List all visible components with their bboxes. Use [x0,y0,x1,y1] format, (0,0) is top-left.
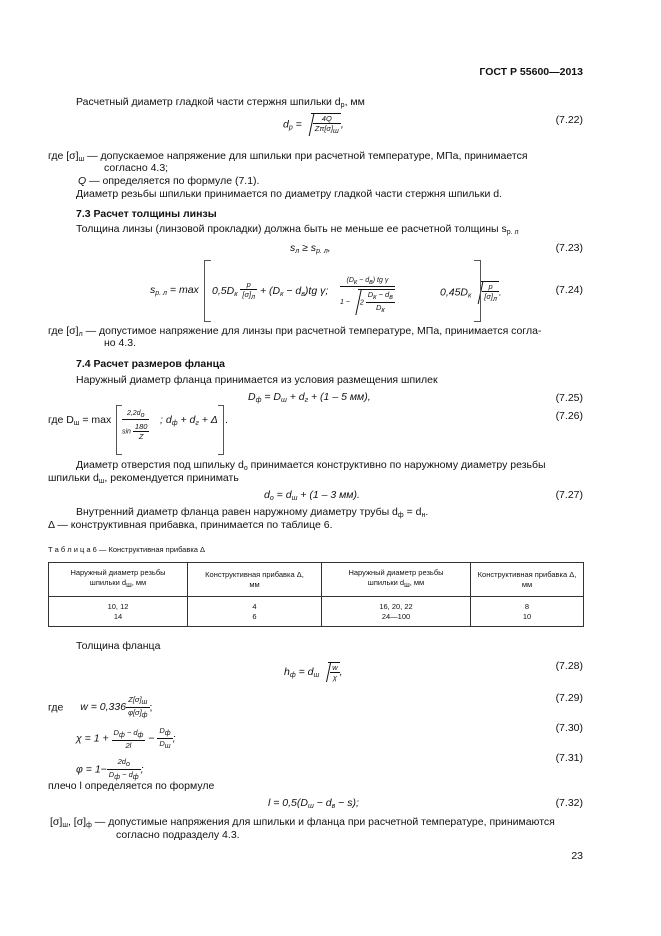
equation-7-25: $D_ф = D_ш + d_г + (1 - 5$ мм), [248,391,371,404]
fraction-term: $(D_к - d_в)$ tg γ 1 − 2 $\frac{D_к - d_в}{D_к}$ [340,277,393,314]
equation-number: (7.25) [555,392,583,404]
definition-cont: но 4.3. [104,337,137,349]
equation-7-30: χ = 1 + $\frac{D_ф - d_ф}{2l}$ − $\frac{D_ф}{D_ш}$ ; [76,726,176,750]
paragraph: Наружный диаметр фланца принимается из условия размещения шпилек [76,374,438,386]
definition: Q — определяется по формуле (7.1). [78,175,260,187]
table-caption: Т а б л и ц а 6 — Конструктивная прибавка Δ [48,545,206,554]
paragraph: Диаметр отверстия под шпильку $d_о$ принимается конструктивно по наружному диаметру резьбы [76,459,546,472]
table-6 [48,562,584,627]
standard-header: ГОСТ Р 55600—2013 [479,66,583,78]
table-header: Конструктивная прибавка Δ, мм [471,563,584,597]
paragraph: плечо l определяется по формуле [48,780,215,792]
equation-number: (7.23) [555,242,583,254]
paragraph: Толщина фланца [76,640,161,652]
definition: где $[\sigma]_л$ — допустимое напряжение для линзы при расчетной температуре, МПа, принимается согла- [48,325,542,338]
definition-cont: согласно подразделу 4.3. [116,829,240,841]
table-header: Наружный диаметр резьбы шпильки $d_ш$, мм [49,563,188,597]
paragraph: Δ — конструктивная прибавка, принимается по таблице 6. [48,519,333,531]
equation-number: (7.31) [555,752,583,764]
equation-7-27: $d_о = d_ш + (1 - 3$ мм). [264,489,360,502]
page-number: 23 [571,850,583,862]
table-row: 10, 12 14 4 6 16, 20, 22 24—100 8 10 [49,597,584,627]
equation-tail: . [225,414,228,426]
equation-7-23: $s_л \ge s_{р. л}$, [290,242,331,255]
equation-term: $0,5D_к$ $\frac{p}{[\sigma]_л}$ + $(D_к - d_в)tg$ γ; [212,280,329,301]
table-header: Наружный диаметр резьбы шпильки $d_ш$, мм [322,563,471,597]
definition-cont: согласно 4.3; [104,162,169,174]
equation-7-28: $h_ф = d_ш$ $\frac{w}{\chi}$ , [284,663,343,682]
definition: $[\sigma]_ш$, $[\sigma]_ф$ — допустимые напряжения для шпильки и фланца при расчетной температуре, принимаются [50,816,555,829]
paragraph: Внутренний диаметр фланца равен наружному диаметру трубы $d_ф = d_н$. [76,506,429,519]
paragraph: Диаметр резьбы шпильки принимается по диаметру гладкой части стержня шпильки d. [76,188,503,200]
paragraph: Толщина линзы (линзовой прокладки) должна быть не меньше ее расчетной толщины $s_{р. л}$ [76,223,519,236]
equation-term: $0,45D_к$ $\frac{p}{[\sigma]_л}$ . [440,282,502,303]
paragraph-cont: шпильки $d_ш$, рекомендуется принимать [48,472,239,485]
equation-term: ; $d_ф + d_г + \Delta$ [160,414,218,427]
equation-7-22: $d_р$ = $\frac{4Q}{Z\pi[\sigma]_ш}$ , [283,114,344,135]
equation-number: (7.24) [555,284,583,296]
equation-7-26: где $D_ш = \max$ [48,414,112,427]
definition: где $[\sigma]_ш$ — допускаемое напряжение для шпильки при расчетной температуре, МПа, принимается [48,150,528,163]
fraction-term: $2,2d_о$ sin $\frac{180}{Z}$ [122,410,148,441]
right-bracket [218,405,224,455]
left-bracket [204,260,211,322]
equation-7-29: где w = 0,336 $\frac{Z[\sigma]_ш}{\varphi[\sigma]_ф}$ ; [48,695,153,719]
equation-number: (7.27) [555,489,583,501]
equation-number: (7.30) [555,722,583,734]
paragraph: Расчетный диаметр гладкой части стержня шпильки $d_р$, мм [76,96,365,109]
section-heading: 7.4 Расчет размеров фланца [76,358,225,370]
equation-number: (7.22) [555,114,583,126]
equation-7-31: φ = 1− $\frac{2d_о}{D_ф - d_ф}$ ; [76,757,144,781]
table-header: Конструктивная прибавка Δ, мм [188,563,322,597]
equation-number: (7.26) [555,410,583,422]
right-bracket [474,260,481,322]
equation-7-24: $s_{р. л} = \max$ [150,284,199,297]
equation-number: (7.32) [555,797,583,809]
equation-7-32: $l = 0,5(D_ш - d_в - s)$; [268,797,359,810]
equation-number: (7.29) [555,692,583,704]
equation-number: (7.28) [555,660,583,672]
section-heading: 7.3 Расчет толщины линзы [76,208,217,220]
